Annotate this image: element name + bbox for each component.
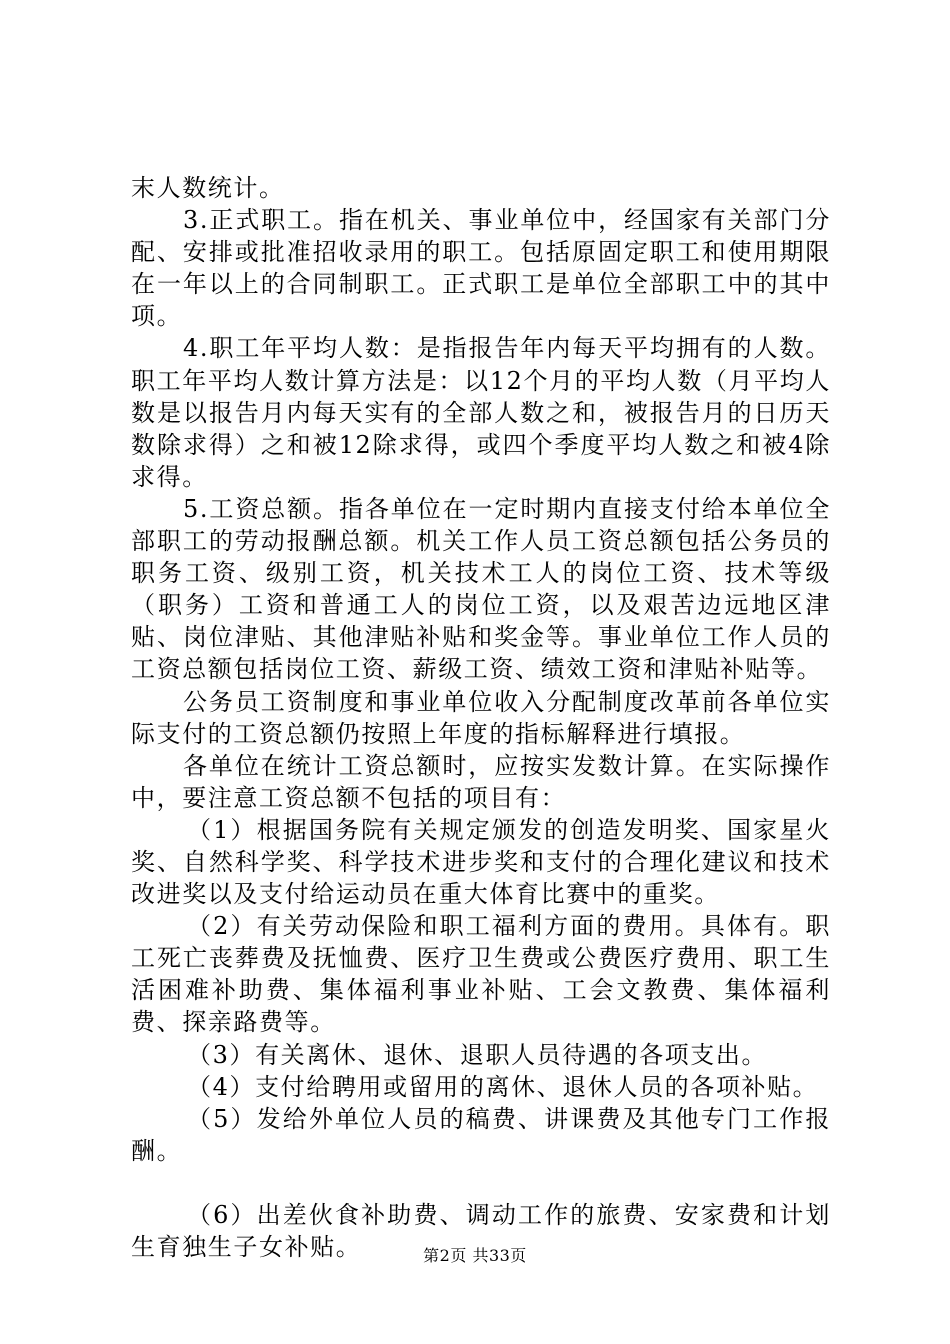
document-body (131, 172, 831, 1263)
paragraph-6: 各单位在统计工资总额时，应按实发数计算。在实际操作中，要注意工资总额不包括的项目有： (131, 751, 831, 812)
list-item-4: （4）支付给聘用或留用的离休、退休人员的各项补贴。 (187, 1072, 819, 1101)
page-footer: 第2页 共33页 (423, 1246, 527, 1265)
paragraph-5: 公务员工资制度和事业单位收入分配制度改革前各单位实际支付的工资总额仍按照上年度的指标解释进行填报。 (131, 687, 831, 748)
paragraph-2: 3.正式职工。指在机关、事业单位中，经国家有关部门分配、安排或批准招收录用的职工。包括原固定职工和使用期限在一年以上的合同制职工。正式职工是单位全部职工中的其中项。 (131, 206, 831, 331)
list-item-6: （6）出差伙食补助费、调动工作的旅费、安家费和计划生育独生子女补贴。 (131, 1200, 831, 1261)
list-item-3: （3）有关离休、退休、退职人员待遇的各项支出。 (187, 1040, 768, 1069)
paragraph-3: 4.职工年平均人数：是指报告年内每天平均拥有的人数。职工年平均人数计算方法是：以12个月的平均人数（月平均人数是以报告月内每天实有的全部人数之和，被报告月的日历天数除求得）之和被12除求得，或四个季度平均人数之和被4除求得。 (131, 334, 831, 491)
list-item-1: （1）根据国务院有关规定颁发的创造发明奖、国家星火奖、自然科学奖、科学技术进步奖和支付的合理化建议和技术改进奖以及支付给运动员在重大体育比赛中的重奖。 (131, 815, 831, 909)
list-item-2: （2）有关劳动保险和职工福利方面的费用。具体有。职工死亡丧葬费及抚恤费、医疗卫生费或公费医疗费用、职工生活困难补助费、集体福利事业补贴、工会文教费、集体福利费、探亲路费等。 (131, 912, 831, 1037)
paragraph-1: 末人数统计。 (131, 174, 285, 202)
list-item-5: （5）发给外单位人员的稿费、讲课费及其他专门工作报酬。 (131, 1104, 831, 1165)
paragraph-4: 5.工资总额。指各单位在一定时期内直接支付给本单位全部职工的劳动报酬总额。机关工作人员工资总额包括公务员的职务工资、级别工资，机关技术工人的岗位工资、技术等级（职务）工资和普通工人的岗位工资，以及艰苦边远地区津贴、岗位津贴、其他津贴补贴和奖金等。事业单位工作人员的工资总额包括岗位工资、薪级工资、绩效工资和津贴补贴等。 (131, 494, 831, 684)
